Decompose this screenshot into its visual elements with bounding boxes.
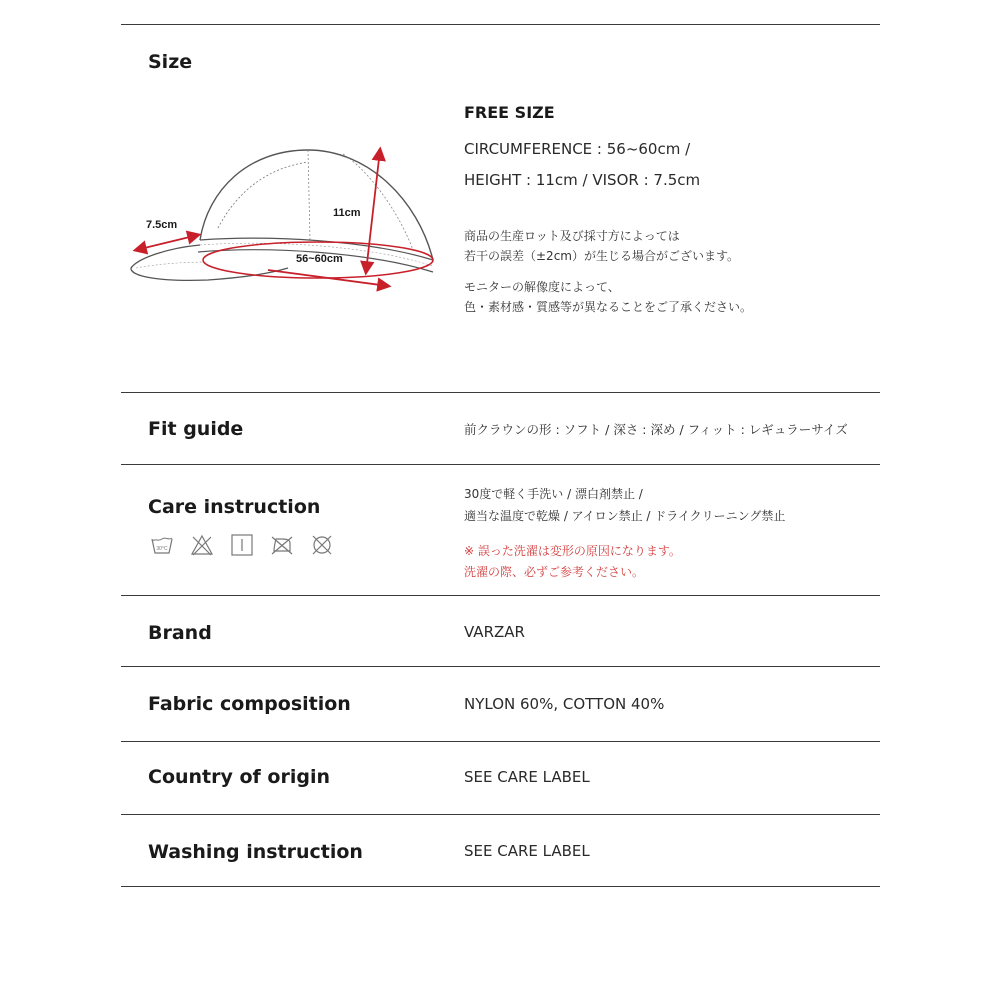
divider-origin [121,814,880,815]
wash-temp-label: 30°C [156,546,168,552]
divider-brand [121,666,880,667]
fit-heading: Fit guide [148,418,244,440]
size-note-line4: 色・素材感・質感等が異なることをご了承ください。 [464,300,753,314]
no-dry-clean-icon [310,533,334,557]
care-warning-line2: 洗濯の際、必ずご参考ください。 [464,565,645,579]
visor-label: 7.5cm [146,219,178,231]
divider-bottom [121,886,880,887]
size-note-line1: 商品の生産ロット及び採寸方によっては [464,229,680,243]
size-note-line3: モニターの解像度によって、 [464,280,620,294]
care-line1: 30度で軽く手洗い / 漂白剤禁止 / [464,487,643,501]
height-visor-text: HEIGHT : 11cm / VISOR : 7.5cm [464,171,701,189]
circumference-text: CIRCUMFERENCE : 56~60cm / [464,140,691,158]
hand-wash-30-icon [150,533,174,557]
care-line2: 適当な温度で乾燥 / アイロン禁止 / ドライクリーニング禁止 [464,509,786,523]
divider-fabric [121,741,880,742]
size-note-line2: 若干の誤差（±2cm）が生じる場合がございます。 [464,249,740,263]
care-warning-line1: ※ 誤った洗濯は変形の原因になります。 [464,544,681,558]
care-icons [150,533,334,557]
fabric-heading: Fabric composition [148,693,351,715]
size-heading: Size [148,51,193,73]
height-label: 11cm [333,207,361,219]
fabric-value: NYLON 60%, COTTON 40% [464,695,665,713]
cap-diagram [128,140,448,310]
no-iron-icon [270,533,294,557]
origin-heading: Country of origin [148,766,331,788]
divider-top [121,24,880,25]
care-heading: Care instruction [148,496,321,518]
origin-value: SEE CARE LABEL [464,768,590,786]
fit-value: 前クラウンの形 : ソフト / 深さ : 深め / フィット : レギュラーサイズ [464,422,848,437]
divider-size [121,392,880,393]
divider-fit [121,464,880,465]
brand-heading: Brand [148,622,212,644]
divider-care [121,595,880,596]
line-dry-icon [230,533,254,557]
washing-heading: Washing instruction [148,841,363,863]
brand-value: VARZAR [464,623,525,641]
washing-value: SEE CARE LABEL [464,842,590,860]
free-size-title: FREE SIZE [464,103,555,122]
circumference-label: 56~60cm [296,253,343,265]
no-bleach-icon [190,533,214,557]
